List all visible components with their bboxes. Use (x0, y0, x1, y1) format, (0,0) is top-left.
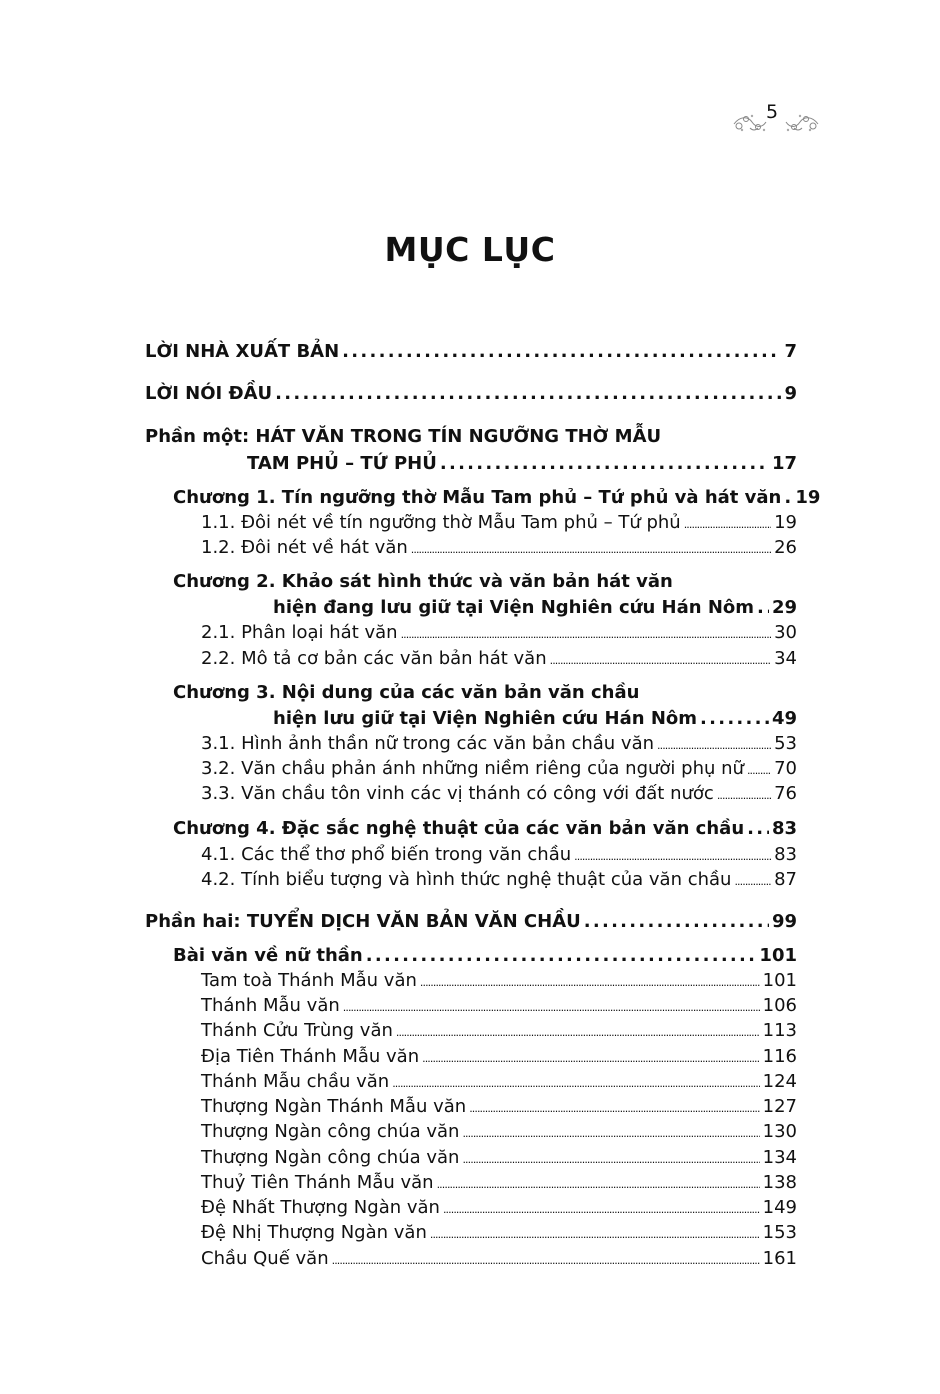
toc-entry-chapter-1[interactable] (173, 486, 821, 510)
toc-entry-page: 9 (784, 383, 797, 404)
toc-entry-page: 124 (762, 1071, 797, 1092)
dot-leader (332, 1247, 760, 1273)
toc-entry-label: Phần hai: TUYỂN DỊCH VĂN BẢN VĂN CHẦU (145, 911, 581, 932)
toc-entry-label: 3.2. Văn chầu phản ánh những niềm riêng của người phụ nữ (201, 758, 744, 779)
toc-chapter-2-title[interactable]: Chương 2. Khảo sát hình thức và văn bản hát văn (173, 571, 673, 592)
toc-entry-label: Đệ Nhị Thượng Ngàn văn (201, 1222, 427, 1243)
toc-entry-page: 161 (762, 1248, 797, 1269)
toc-entry-page: 34 (774, 648, 797, 669)
toc-entry-label: LỜI NÓI ĐẦU (145, 383, 273, 404)
toc-entry-page: 153 (762, 1222, 797, 1243)
toc-entry-label: 2.2. Mô tả cơ bản các văn bản hát văn (201, 648, 547, 669)
toc-entry-van[interactable] (201, 994, 797, 1020)
dot-leader (422, 1045, 760, 1071)
dot-leader (392, 1070, 759, 1096)
dot-leader (275, 382, 781, 406)
dot-leader (462, 1146, 759, 1172)
toc-entry-section-2-1[interactable] (201, 621, 797, 647)
toc-entry-label: Chương 1. Tín ngưỡng thờ Mẫu Tam phủ – Tứ phủ và hát văn (173, 487, 782, 508)
toc-entry-van[interactable] (201, 1045, 797, 1071)
toc-entry-label: Thượng Ngàn công chúa văn (201, 1147, 460, 1168)
toc-entry-section-1-1[interactable] (201, 511, 797, 537)
toc-entry-label: Địa Tiên Thánh Mẫu văn (201, 1046, 420, 1067)
toc-entry-page: 7 (784, 341, 797, 362)
toc-entry-page: 127 (762, 1096, 797, 1117)
toc-entry-label: 4.2. Tính biểu tượng và hình thức nghệ thuật của văn chầu (201, 869, 732, 890)
toc-entry-label: Thượng Ngàn công chúa văn (201, 1121, 460, 1142)
toc-entry-label: Thánh Cửu Trùng văn (201, 1020, 393, 1041)
dot-leader (462, 1120, 759, 1146)
dot-leader (469, 1095, 759, 1121)
toc-entry-page: 49 (771, 708, 797, 729)
toc-entry-page: 19 (795, 487, 821, 508)
toc-entry-label: 1.2. Đôi nét về hát văn (201, 537, 408, 558)
toc-entry-label: Thánh Mẫu chầu văn (201, 1071, 390, 1092)
toc-entry-section-4-1[interactable] (201, 843, 797, 869)
toc-entry-page: 76 (774, 783, 797, 804)
dot-leader (684, 511, 771, 537)
toc-entry-section-3-1[interactable] (201, 732, 797, 758)
toc-entry-page: 29 (771, 597, 797, 618)
dot-leader (366, 944, 757, 968)
toc-entry-page: 53 (774, 733, 797, 754)
toc-entry-page: 116 (762, 1046, 797, 1067)
dot-leader (584, 910, 769, 934)
dot-leader (342, 340, 781, 364)
toc-entry-label: Thượng Ngàn Thánh Mẫu văn (201, 1096, 467, 1117)
toc-entry-section-1-2[interactable] (201, 536, 797, 562)
dot-leader (430, 1221, 760, 1247)
toc-entry-page: 130 (762, 1121, 797, 1142)
toc-entry-label: TAM PHỦ – TỨ PHỦ (247, 453, 437, 474)
page-header (730, 96, 822, 142)
toc-entry-label: Chương 4. Đặc sắc nghệ thuật của các văn bản văn chầu (173, 818, 745, 839)
toc-entry-label: 3.3. Văn chầu tôn vinh các vị thánh có công với đất nước (201, 783, 714, 804)
toc-entry-label: Chầu Quế văn (201, 1248, 329, 1269)
toc-entry-page: 30 (774, 622, 797, 643)
dot-leader (734, 868, 771, 894)
toc-entry-label: Bài văn về nữ thần (173, 945, 363, 966)
toc-entry-van[interactable] (201, 1196, 797, 1222)
toc-entry-part-one[interactable] (247, 452, 797, 476)
dot-leader (700, 707, 769, 731)
toc-entry-label: 1.1. Đôi nét về tín ngưỡng thờ Mẫu Tam phủ – Tứ phủ (201, 512, 681, 533)
toc-entry-section-3-3[interactable] (201, 782, 797, 808)
page-title: MỤC LỤC (384, 230, 556, 269)
toc-entry-van[interactable] (201, 1221, 797, 1247)
toc-entry-page: 19 (774, 512, 797, 533)
toc-entry-loi-noi-dau[interactable] (145, 382, 797, 406)
dot-leader (437, 1171, 760, 1197)
toc-entry-chapter-3[interactable] (273, 707, 797, 731)
dot-leader (440, 452, 769, 476)
dot-leader (420, 969, 760, 995)
toc-entry-van[interactable] (201, 969, 797, 995)
toc-entry-section-2-2[interactable] (201, 647, 797, 673)
toc-entry-page: 113 (762, 1020, 797, 1041)
toc-entry-part-two[interactable] (145, 910, 797, 934)
dot-leader (747, 817, 769, 841)
toc-entry-van[interactable] (201, 1247, 797, 1273)
toc-entry-page: 83 (774, 844, 797, 865)
toc-entry-page: 106 (762, 995, 797, 1016)
toc-entry-van[interactable] (201, 1095, 797, 1121)
dot-leader (574, 843, 771, 869)
toc-entry-label: Tam toà Thánh Mẫu văn (201, 970, 417, 991)
toc-entry-label: Thánh Mẫu văn (201, 995, 340, 1016)
toc-entry-label: hiện lưu giữ tại Viện Nghiên cứu Hán Nôm (273, 708, 698, 729)
dot-leader (443, 1196, 760, 1222)
dot-leader (401, 621, 772, 647)
toc-entry-page: 83 (771, 818, 797, 839)
toc-entry-page: 17 (771, 453, 797, 474)
toc-entry-label: 3.1. Hình ảnh thần nữ trong các văn bản chầu văn (201, 733, 655, 754)
dot-leader (411, 536, 771, 562)
toc-entry-label: Đệ Nhất Thượng Ngàn văn (201, 1197, 440, 1218)
dot-leader (657, 732, 771, 758)
toc-entry-van[interactable] (201, 1120, 797, 1146)
toc-entry-van[interactable] (201, 1070, 797, 1096)
toc-entry-van[interactable] (201, 1019, 797, 1045)
toc-entry-page: 101 (762, 970, 797, 991)
dot-leader (747, 757, 771, 783)
page-number: 5 (766, 101, 779, 123)
dot-leader (396, 1019, 760, 1045)
toc-chapter-3-title[interactable]: Chương 3. Nội dung của các văn bản văn chầu (173, 682, 640, 703)
toc-entry-page: 87 (774, 869, 797, 890)
dot-leader (717, 782, 771, 808)
dot-leader (550, 647, 771, 673)
toc-entry-chapter-2[interactable] (273, 596, 797, 620)
toc-entry-page: 138 (762, 1172, 797, 1193)
toc-entry-loi-nha-xuat-ban[interactable] (145, 340, 797, 364)
toc-entry-label: Thuỷ Tiên Thánh Mẫu văn (201, 1172, 434, 1193)
dot-leader (784, 486, 792, 510)
toc-entry-van[interactable] (201, 1146, 797, 1172)
toc-entry-page: 26 (774, 537, 797, 558)
toc-entry-chapter-4[interactable] (173, 817, 797, 841)
toc-entry-label: 4.1. Các thể thơ phổ biến trong văn chầu (201, 844, 572, 865)
toc-entry-label: LỜI NHÀ XUẤT BẢN (145, 341, 340, 362)
toc-entry-page: 134 (762, 1147, 797, 1168)
toc-entry-section-3-2[interactable] (201, 757, 797, 783)
toc-entry-page: 101 (759, 945, 797, 966)
toc-entry-page: 99 (771, 911, 797, 932)
toc-entry-label: 2.1. Phân loại hát văn (201, 622, 398, 643)
toc-entry-label: hiện đang lưu giữ tại Viện Nghiên cứu Hán Nôm (273, 597, 754, 618)
toc-entry-page: 70 (774, 758, 797, 779)
dot-leader (757, 596, 769, 620)
toc-part-one-title[interactable]: Phần một: HÁT VĂN TRONG TÍN NGƯỠNG THỜ MẪU (145, 426, 662, 447)
toc-entry-van[interactable] (201, 1171, 797, 1197)
toc-entry-page: 149 (762, 1197, 797, 1218)
toc-entry-bai-van-ve-nu-than[interactable] (173, 944, 797, 968)
toc-entry-section-4-2[interactable] (201, 868, 797, 894)
dot-leader (343, 994, 760, 1020)
